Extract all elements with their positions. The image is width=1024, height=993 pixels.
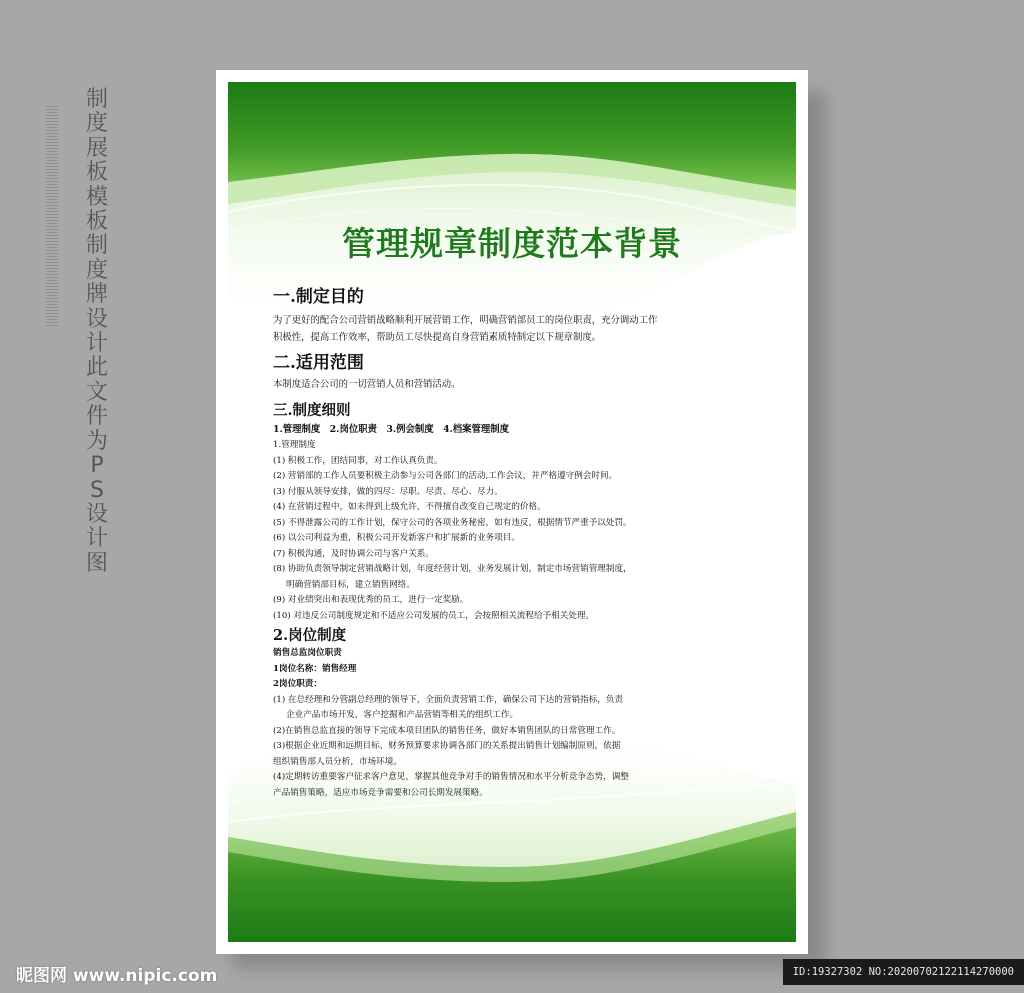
duty-item: (4)定期转访重要客户征求客户意见，掌握其他竞争对手的销售情况和水平分析竞争态势，调整 (273, 772, 629, 782)
side-caption: 制度展板模板制度牌设计此文件为PS设计图 (85, 87, 108, 576)
section-2-heading: 二.适用范围 (273, 353, 364, 373)
duty-item: (2)在销售总监直接的领导下完成本项目团队的销售任务，做好本销售团队的日常管理工作。 (273, 725, 621, 736)
mgmt-item: (1) 积极工作，团结同事，对工作认真负责。 (273, 455, 443, 466)
poster (216, 70, 808, 954)
poster-content (273, 286, 763, 801)
mgmt-label: 1.管理制度 (273, 440, 316, 450)
post-line: 销售总监岗位职责 (273, 648, 342, 658)
poster-panel (228, 82, 796, 942)
duty-item-continued: 组织销售部人员分析，市场环境。 (273, 756, 402, 767)
poster-title: 管理规章制度范本背景 (342, 224, 682, 263)
duty-item-continued: 产品销售策略，适应市场竞争需要和公司长期发展策略。 (273, 787, 488, 798)
mgmt-item-continued: 明确营销部目标，建立销售网络。 (286, 579, 415, 590)
side-decoration-lines (46, 106, 58, 328)
section-1-text-line: 为了更好的配合公司营销战略顺利开展营销工作，明确营销部员工的岗位职责，充分调动工作 (273, 315, 658, 326)
mgmt-item: (6) 以公司利益为重，积极公司开发新客户和扩展新的业务项目。 (273, 533, 520, 543)
mgmt-item: (7) 积极沟通，及时协调公司与客户关系。 (273, 548, 434, 559)
mgmt-item: (5) 不得泄露公司的工作计划，保守公司的各项业务秘密，如有违反，根据情节严重予以处罚。 (273, 517, 632, 528)
post-heading: 2.岗位制度 (273, 627, 347, 644)
mgmt-item: (4) 在营销过程中，如未得到上级允许，不得擅自改变自己规定的价格。 (273, 502, 546, 512)
duty-item-continued: 企业产品市场开发，客户挖掘和产品营销等相关的组织工作。 (286, 710, 519, 720)
post-line: 2岗位职责： (273, 679, 322, 689)
nipic-logo: 昵图网 www.nipic.com (16, 966, 218, 986)
mgmt-item: (9) 对业绩突出和表现优秀的员工，进行一定奖励。 (273, 595, 469, 605)
mgmt-item: (3) 付服从领导安排，做的四尽：尽职、尽责、尽心、尽力。 (273, 486, 503, 497)
duty-item: (3)根据企业近期和远期目标，财务预算要求协调各部门的关系提出销售计划编制原则，依据 (273, 741, 621, 751)
mgmt-item: (8) 协助负责领导制定营销战略计划，年度经营计划，业务发展计划，制定市场营销管理制度， (273, 564, 632, 574)
image-id-label: ID:19327302 NO:20200702122114270000 (783, 959, 1024, 985)
mgmt-item: (10) 对违反公司制度规定和不适应公司发展的员工，会按照相关流程给予相关处理。 (273, 610, 595, 621)
post-line: 1岗位名称：销售经理 (273, 663, 357, 674)
section-1-heading: 一.制定目的 (273, 287, 364, 307)
duty-item: (1) 在总经理和分管副总经理的领导下，全面负责营销工作，确保公司下达的营销指标，负责 (273, 694, 624, 705)
section-3-subtitle: 1.管理制度 2.岗位职责 3.例会制度 4.档案管理制度 (273, 424, 510, 435)
mgmt-item: (2) 营销部的工作人员要积极主动参与公司各部门的活动,工作会议，并严格遵守例会时间。 (273, 471, 618, 481)
section-1-text-line: 积极性，提高工作效率，帮助员工尽快提高自身营销素质特制定以下规章制度。 (273, 332, 602, 343)
section-2-text: 本制度适合公司的一切营销人员和营销活动。 (273, 379, 461, 390)
section-3-heading: 三.制度细则 (273, 402, 351, 419)
